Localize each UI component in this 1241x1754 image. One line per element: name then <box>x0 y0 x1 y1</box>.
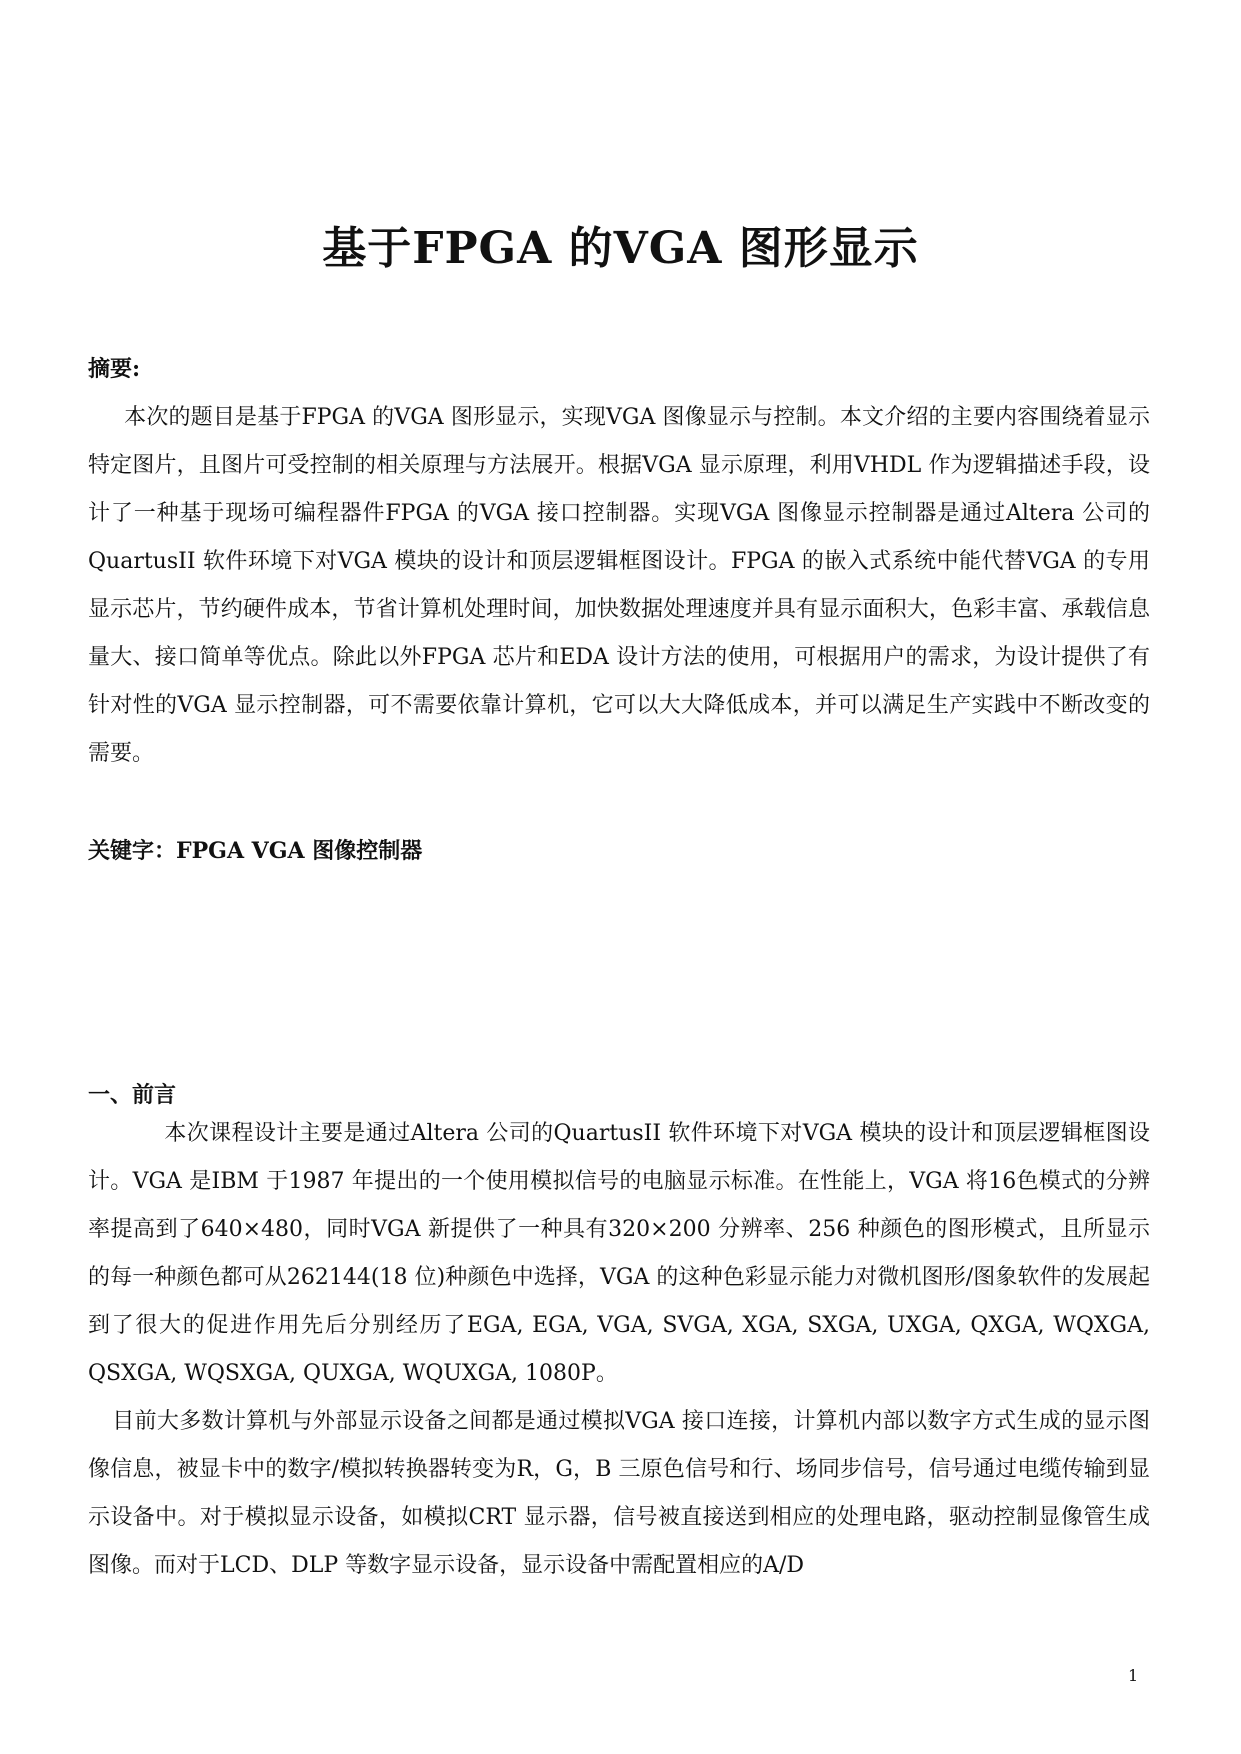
abstract-text: 本次的题目是基于FPGA 的VGA 图形显示，实现VGA 图像显示与控制。本文介绍的主要内容围绕着显示特定图片，且图片可受控制的相关原理与方法展开。根据VGA 显示原理，利用VHDL 作为逻辑描述手段，设计了一种基于现场可编程器件FPGA 的VGA 接口控制器。实现VGA 图像显示控制器是通过Altera 公司的QuartusII 软件环境下对VGA 模块的设计和顶层逻辑框图设计。FPGA 的嵌入式系统中能代替VGA 的专用显示芯片，节约硬件成本，节省计算机处理时间，加快数据处理速度并具有显示面积大，色彩丰富、承载信息量大、接口简单等优点。除此以外FPGA 芯片和EDA 设计方法的使用，可根据用户的需求，为设计提供了有针对性的VGA 显示控制器，可不需要依靠计算机，它可以大大降低成本，并可以满足生产实践中不断改变的需要。 <box>88 405 1150 766</box>
introduction-text-1: 本次课程设计主要是通过Altera 公司的QuartusII 软件环境下对VGA 模块的设计和顶层逻辑框图设计。VGA 是IBM 于1987 年提出的一个使用模拟信号的电脑显示标准。在性能上，VGA 将16色模式的分辨率提高到了640×480，同时VGA 新提供了一种具有320×200 分辨率、256 种颜色的图形模式，且所显示的每一种颜色都可从262144(18 位)种颜色中选择，VGA 的这种色彩显示能力对微机图形/图象软件的发展起到了很大的促进作用先后分别经历了EGA, EGA, VGA, SVGA, XGA, SXGA, UXGA, QXGA, WQXGA, QSXGA, WQSXGA, QUXGA, WQUXGA, 1080P。 <box>88 1121 1150 1386</box>
abstract-paragraph <box>88 394 1150 778</box>
page-number: 1 <box>1128 1666 1139 1685</box>
section-heading-introduction: 一、前言 <box>88 1082 177 1108</box>
introduction-paragraph-2 <box>88 1398 1150 1590</box>
introduction-paragraph-1 <box>88 1110 1150 1398</box>
abstract-heading: 摘要: <box>88 356 141 382</box>
document-title: 基于FPGA 的VGA 图形显示 <box>322 223 919 274</box>
keywords-line: 关键字：FPGA VGA 图像控制器 <box>88 838 423 864</box>
introduction-text-2: 目前大多数计算机与外部显示设备之间都是通过模拟VGA 接口连接，计算机内部以数字方式生成的显示图像信息，被显卡中的数字/模拟转换器转变为R，G，B 三原色信号和行、场同步信号，信号通过电缆传输到显示设备中。对于模拟显示设备，如模拟CRT 显示器，信号被直接送到相应的处理电路，驱动控制显像管生成图像。而对于LCD、DLP 等数字显示设备，显示设备中需配置相应的A/D <box>88 1409 1150 1578</box>
